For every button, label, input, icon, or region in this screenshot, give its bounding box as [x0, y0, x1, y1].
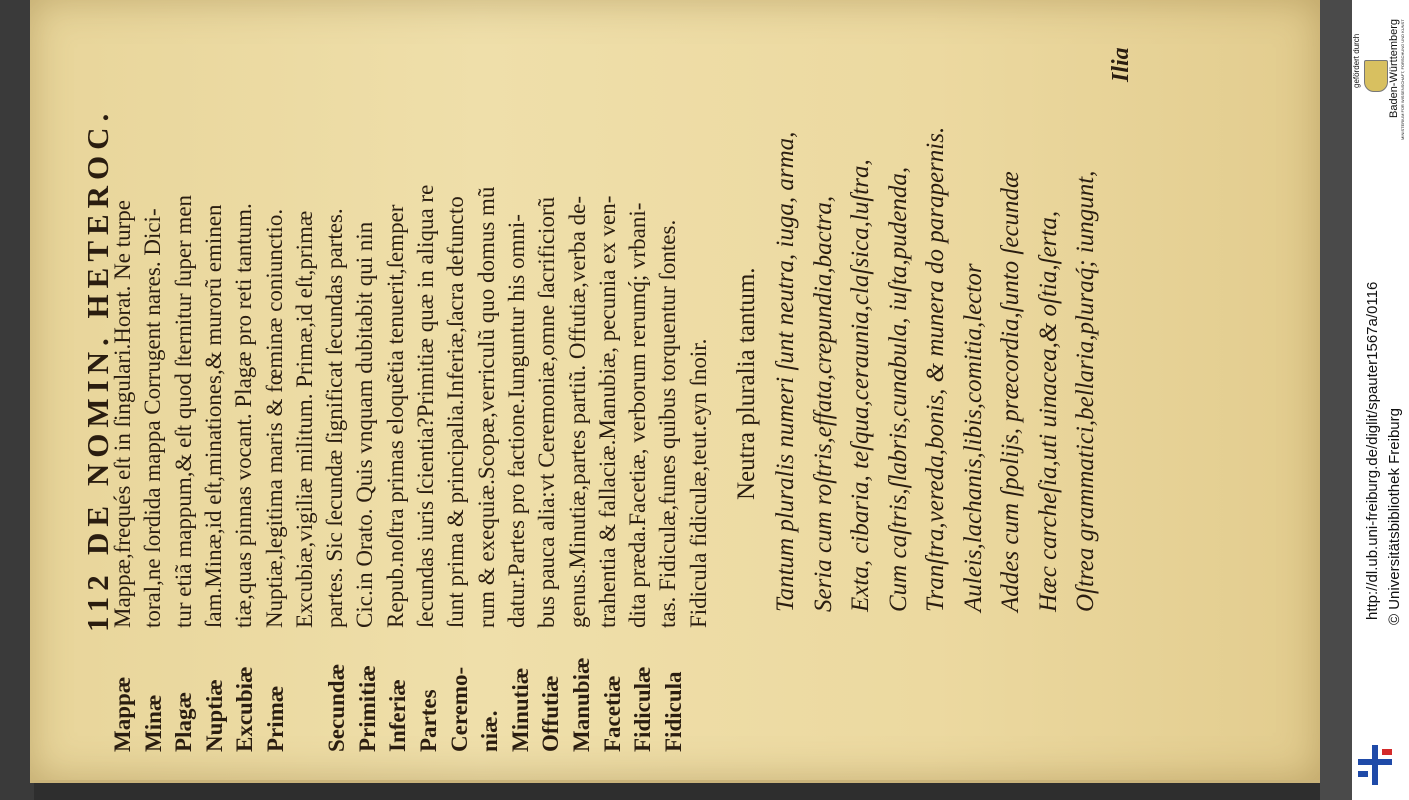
body-line: rum & exequiæ.Scopæ,verriculũ quo domus mũ: [473, 186, 499, 628]
margin-note: Secundæ: [324, 663, 350, 752]
page-number: 112: [80, 569, 115, 632]
copyright-notice: © Universitätsbibliothek Freiburg: [1386, 408, 1403, 625]
margin-note: Manubiæ: [569, 657, 594, 752]
body-line: tiæ,quas pinnas vocant. Plagæ pro reti tantum.: [231, 203, 257, 628]
body-line: Nuptiæ,legitima maris & fœminæ coniunctio.: [261, 208, 287, 628]
section-title: Neutra pluralia tantum.: [733, 267, 760, 500]
margin-note: Nuptiæ: [201, 679, 227, 752]
body-line: ſunt prima & principalia.Inferiæ,ſacra defuncto: [443, 196, 469, 628]
body-line: toral,ne ſordida mappa Corrugent nares. Dici-: [140, 208, 166, 628]
margin-note: Partes: [416, 689, 441, 752]
margin-note: Fidicula: [660, 671, 686, 752]
margin-note: Offutiæ: [538, 675, 564, 752]
verse-line: Cum caſtris,ſlabris,cunabula, iuſta,pudenda,: [884, 166, 912, 612]
margin-note: Excubiæ: [232, 666, 258, 752]
catchword: Ilia: [1108, 47, 1134, 82]
body-line: tur etiã mappum,& eſt quod ſternitur ſuper men: [170, 194, 196, 628]
margin-note: Plagæ: [171, 691, 197, 752]
margin-note: Primitiæ: [354, 665, 380, 752]
margin-note: Primæ: [263, 685, 288, 752]
verse-line: Hæc carcheſia,uti uinacea,& oſtia,ſerta,: [1034, 210, 1062, 612]
body-line: tas. Fidiculæ,funes quibus torquentur ſontes.: [655, 219, 681, 628]
verse-line: Tantum pluralis numeri ſunt neutra, iuga, arma,: [772, 131, 799, 612]
coat-of-arms-icon: [1364, 60, 1388, 92]
body-line: bus pauca alia:vt Ceremoniæ,omne ſacrificiorũ: [534, 196, 560, 628]
state-name: Baden-Württemberg: [1388, 18, 1400, 118]
body-line: genus.Minutiæ,partes partiũ. Offutiæ,verba de-: [564, 195, 590, 628]
body-line: Cic.in Orato. Quis vnquam dubitabit qui nin: [352, 221, 378, 628]
margin-note: Mappæ: [110, 676, 135, 752]
body-line: dita præda.Facetiæ, verborum rerumq́; vrbani-: [625, 202, 651, 628]
body-line: partes. Sic ſecundæ ſignificat ſecundas partes.: [322, 208, 348, 628]
margin-note: Minæ: [140, 694, 166, 752]
margin-note: Facetiæ: [599, 675, 625, 752]
body-line: Fidicula fidiculæ,teut.eyn ſnoir.: [685, 338, 711, 628]
verse-line: Exta, cibaria, teſqua,ceraunia,claſsica,luſtra,: [847, 159, 874, 612]
margin-note: Fidiculæ: [630, 666, 656, 752]
verse-line: Tranſtra,vereda,bonis, & munera do parapernis.: [922, 126, 949, 612]
body-line: trahentia & fallaciæ.Manubiæ, pecunia ex ven-: [594, 195, 620, 628]
margin-note: niæ.: [477, 710, 503, 752]
library-logo-icon[interactable]: [1358, 745, 1392, 785]
body-line: Mappæ,frequés eſt in ſingulari.Horat. Ne turpe: [110, 200, 135, 628]
scan-border-right: [1320, 0, 1352, 800]
running-head: DE NOMIN. HETEROC.: [80, 107, 115, 555]
verse-line: Seria cum roſtris,effata,crepundia,bactra,: [809, 195, 837, 612]
ministry-name: MINISTERIUM FÜR WISSENSCHAFT, FORSCHUNG UND KUNST: [1400, 19, 1405, 140]
permalink-url[interactable]: http://dl.ub.uni-freiburg.de/diglit/spauter1567a/0116: [1364, 281, 1381, 620]
body-line: ſecundas iuris ſcientia?Primitiæ quæ in aliqua re: [413, 184, 438, 628]
margin-note: Minutiæ: [507, 667, 533, 752]
body-line: Excubiæ,vigiliæ militum. Primæ,id eſt,primæ: [291, 210, 317, 628]
body-line: Repub.noſtra primas eloquẽtia tenuerit,ſemper: [382, 204, 408, 628]
scan-border-left: [0, 0, 34, 800]
margin-note: Ceremo-: [446, 666, 472, 752]
body-line: datur.Partes pro factione.Iunguntur his omni-: [503, 214, 529, 628]
margin-note: Inferiæ: [385, 679, 411, 752]
verse-line: Auleis,lachanis,libis,comitia,lector: [959, 263, 987, 612]
funded-by-label: gefördert durch: [1352, 33, 1361, 88]
body-line: ſam.Minæ,id eſt,minationes,& murorũ eminen: [200, 204, 226, 628]
verse-line: Oſtrea grammatici,bellaria,pluraq́; iungunt,: [1072, 170, 1099, 612]
verse-line: Addes cum ſpolijs, præcordia,ſunto ſecundæ: [997, 171, 1024, 612]
